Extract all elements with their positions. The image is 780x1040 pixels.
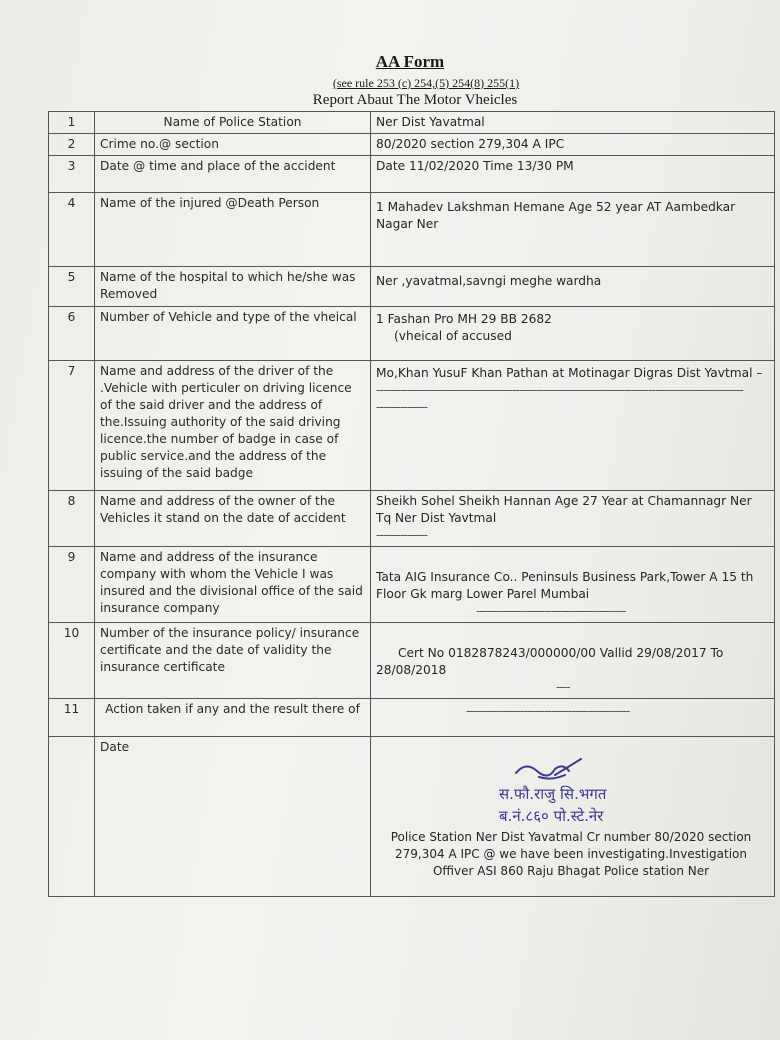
row-number: 7 bbox=[49, 361, 95, 491]
date-label: Date bbox=[95, 737, 371, 897]
row-value bbox=[371, 547, 775, 623]
table-row bbox=[49, 623, 775, 699]
row-number: 8 bbox=[49, 491, 95, 547]
form-title: AA Form bbox=[375, 52, 445, 71]
row-number: 9 bbox=[49, 547, 95, 623]
blank-line: -------------------------------------------- bbox=[476, 604, 626, 618]
rule-reference: (see rule 253 (c) 254,(5) 254(8) 255(1) bbox=[332, 76, 520, 90]
row-value: Date 11/02/2020 Time 13/30 PM bbox=[371, 156, 775, 193]
row-value bbox=[371, 491, 775, 547]
blank-line: ------------------------------------------------------------------------------------------------------------ bbox=[376, 383, 743, 397]
row-label: Number of the insurance policy/ insurance certificate and the date of validity the insurance certificate bbox=[95, 623, 371, 699]
certificate-validity: 28/08/2018 bbox=[376, 663, 447, 677]
row-label: Name of the injured @Death Person bbox=[95, 193, 371, 267]
stamp-name: स.फौ.राजु सि.भगत bbox=[499, 785, 607, 803]
row-label: Name and address of the driver of the .Vehicle with perticuler on driving licence of the said driver and the address of the.Issuing authority of the said driving licence.the number of badge in case of public service.and the address of the issuing of the said badge bbox=[95, 361, 371, 491]
row-value bbox=[371, 361, 775, 491]
table-row bbox=[49, 361, 775, 491]
row-label: Date @ time and place of the accident bbox=[95, 156, 371, 193]
insurance-company: Tata AIG Insurance Co.. Peninsuls Business Park,Tower A 15 th Floor Gk marg Lower Parel Mumbai bbox=[376, 570, 754, 601]
investigation-note: Police Station Ner Dist Yavatmal Cr number 80/2020 section 279,304 A IPC @ we have been investigating.Investigation Offiver ASI 860 Raju Bhagat Police station Ner bbox=[390, 830, 752, 878]
table-row bbox=[49, 112, 775, 134]
table-row bbox=[49, 547, 775, 623]
row-number: 10 bbox=[49, 623, 95, 699]
blank-line: ---- bbox=[556, 680, 570, 694]
row-number: 2 bbox=[49, 134, 95, 156]
row-label: Name of the hospital to which he/she was Removed bbox=[95, 267, 371, 307]
row-value bbox=[371, 307, 775, 361]
table-row bbox=[49, 267, 775, 307]
table-row bbox=[49, 491, 775, 547]
row-number: 4 bbox=[49, 193, 95, 267]
stamp-number: ब.नं.८६० पो.स्टे.नेर bbox=[499, 807, 604, 825]
table-row bbox=[49, 134, 775, 156]
table-row bbox=[49, 193, 775, 267]
table-row bbox=[49, 307, 775, 361]
table-row bbox=[49, 699, 775, 737]
row-number: 3 bbox=[49, 156, 95, 193]
vehicle-type: (vheical of accused bbox=[394, 329, 512, 343]
row-number: 11 bbox=[49, 699, 95, 737]
blank-line: ------------------------------------------------ bbox=[466, 704, 630, 718]
row-label: Action taken if any and the result there of bbox=[95, 699, 371, 737]
row-value bbox=[371, 623, 775, 699]
blank-line: --------------- bbox=[376, 400, 427, 414]
row-value: 1 Mahadev Lakshman Hemane Age 52 year AT Aambedkar Nagar Ner bbox=[371, 193, 775, 267]
row-label: Number of Vehicle and type of the vheical bbox=[95, 307, 371, 361]
row-label: Name and address of the insurance company with whom the Vehicle I was insured and the divisional office of the said insurance company bbox=[95, 547, 371, 623]
row-value: Ner Dist Yavatmal bbox=[371, 112, 775, 134]
report-table bbox=[48, 111, 775, 897]
vehicle-number: 1 Fashan Pro MH 29 BB 2682 bbox=[376, 312, 552, 326]
row-value: Ner ,yavatmal,savngi meghe wardha bbox=[371, 267, 775, 307]
row-label: Crime no.@ section bbox=[95, 134, 371, 156]
row-value: 80/2020 section 279,304 A IPC bbox=[371, 134, 775, 156]
row-value bbox=[371, 699, 775, 737]
driver-details: Mo,Khan YusuF Khan Pathan at Motinagar Digras Dist Yavtmal – bbox=[376, 366, 763, 380]
empty-cell bbox=[49, 737, 95, 897]
table-row bbox=[49, 156, 775, 193]
table-row bbox=[49, 737, 775, 897]
signature-mark bbox=[511, 755, 591, 785]
signature-cell bbox=[371, 737, 775, 897]
row-number: 6 bbox=[49, 307, 95, 361]
officer-stamp bbox=[499, 783, 606, 827]
owner-details: Sheikh Sohel Sheikh Hannan Age 27 Year at Chamannagr Ner Tq Ner Dist Yavtmal bbox=[376, 494, 752, 525]
row-number: 1 bbox=[49, 112, 95, 134]
row-label: Name and address of the owner of the Vehicles it stand on the date of accident bbox=[95, 491, 371, 547]
row-number: 5 bbox=[49, 267, 95, 307]
row-label: Name of Police Station bbox=[95, 112, 371, 134]
certificate-number: Cert No 0182878243/000000/00 Vallid 29/08/2017 To bbox=[398, 646, 724, 660]
report-subtitle: Report Abaut The Motor Vheicles bbox=[312, 92, 518, 108]
blank-line: --------------- bbox=[376, 528, 427, 542]
